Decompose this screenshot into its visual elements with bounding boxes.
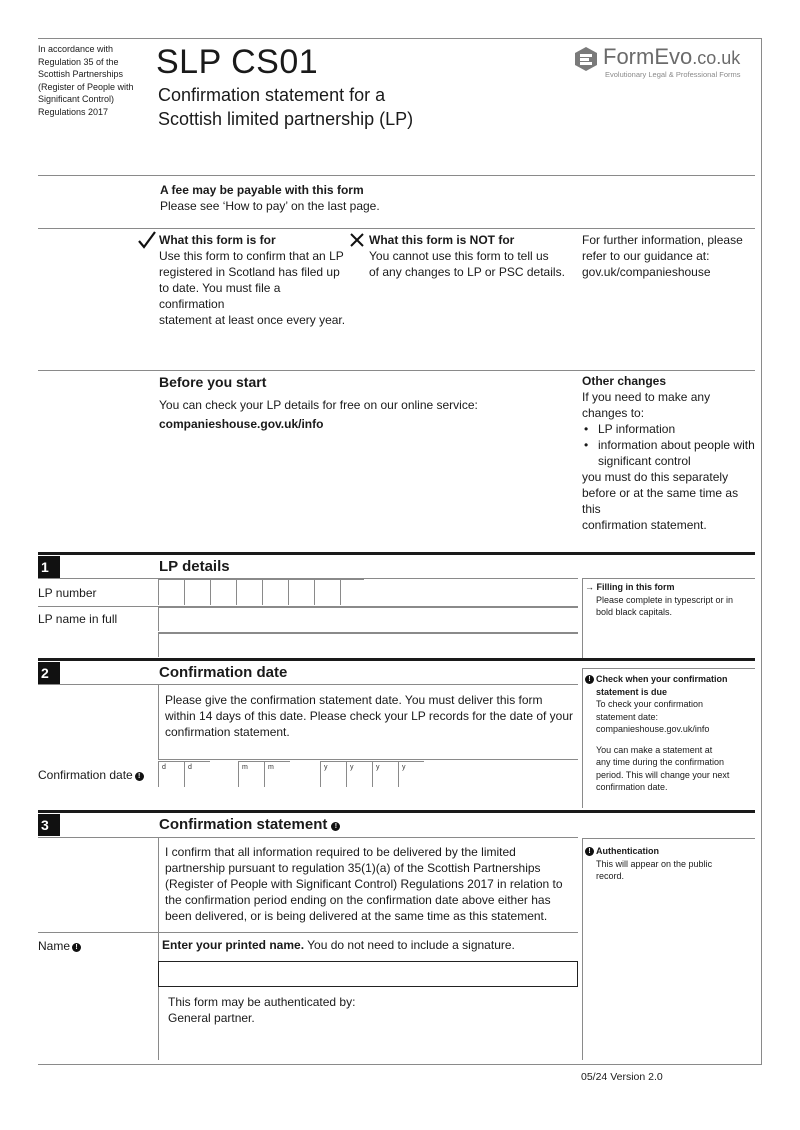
divider bbox=[582, 668, 755, 669]
section-3-title: Confirmation statement ! bbox=[159, 816, 340, 833]
cross-icon bbox=[350, 233, 364, 247]
lp-name-input-1[interactable] bbox=[158, 607, 578, 631]
form-not-for: What this form is NOT for You cannot use this form to tell us of any changes to LP or PSC details. bbox=[369, 233, 565, 279]
version-label: 05/24 Version 2.0 bbox=[581, 1071, 663, 1083]
section-1-title: LP details bbox=[159, 558, 230, 575]
lp-name-label: LP name in full bbox=[38, 612, 118, 626]
confirmation-date-label: Confirmation date ! bbox=[38, 767, 144, 783]
section-divider bbox=[38, 810, 755, 813]
lp-number-label: LP number bbox=[38, 586, 97, 600]
logo-tagline: Evolutionary Legal & Professional Forms bbox=[605, 70, 741, 79]
info-icon: ! bbox=[585, 675, 594, 684]
arrow-right-icon: → bbox=[585, 582, 594, 592]
lp-name-input-2[interactable] bbox=[158, 633, 578, 657]
list-item: • information about people with significant control bbox=[582, 437, 760, 469]
confirmation-date-instructions: Please give the confirmation statement date. You must deliver this form within 14 days of this date. Please check your LP records for the date of your confirmation statement. bbox=[158, 684, 578, 760]
fee-text: Please see ‘How to pay’ on the last page. bbox=[160, 199, 380, 213]
info-icon: ! bbox=[585, 847, 594, 856]
form-code: SLP CS01 bbox=[156, 43, 319, 81]
divider bbox=[582, 578, 755, 579]
before-start-text: You can check your LP details for free on our online service: bbox=[159, 398, 478, 412]
section-divider bbox=[38, 658, 755, 661]
formevo-logo bbox=[573, 43, 758, 83]
further-info: For further information, please refer to our guidance at: gov.uk/companieshouse bbox=[582, 233, 743, 279]
fee-heading: A fee may be payable with this form bbox=[160, 183, 364, 197]
logo-domain: .co.uk bbox=[692, 48, 741, 68]
info-icon: ! bbox=[72, 943, 81, 952]
divider bbox=[38, 370, 755, 371]
formevo-logo-icon bbox=[573, 46, 599, 72]
divider bbox=[582, 838, 755, 839]
side-divider bbox=[158, 932, 159, 1060]
side-divider bbox=[582, 578, 583, 658]
regulation-note: In accordance with Regulation 35 of the Scottish Partnerships (Register of People with Significant Control) Regulations 2017 bbox=[38, 44, 134, 117]
section-2-number: 2 bbox=[38, 662, 60, 684]
checkmark-icon bbox=[137, 231, 157, 249]
side-divider bbox=[582, 668, 583, 808]
authentication-note: This form may be authenticated by: General partner. bbox=[168, 995, 356, 1025]
list-item: • LP information bbox=[582, 421, 760, 437]
divider bbox=[38, 932, 578, 933]
divider bbox=[38, 228, 755, 229]
info-icon: ! bbox=[135, 772, 144, 781]
side-divider bbox=[582, 838, 583, 1060]
info-icon: ! bbox=[331, 822, 340, 831]
logo-name: FormEvo bbox=[603, 44, 693, 69]
confirmation-due-guidance: ! Check when your confirmation statement is due To check your confirmation statement date: companieshouse.gov.uk/info You can make a statement at any time during the confirmation period. This will change your next confirmation date. bbox=[585, 673, 757, 794]
top-border bbox=[38, 38, 762, 39]
section-3-number: 3 bbox=[38, 814, 60, 836]
printed-name-input[interactable] bbox=[158, 961, 578, 987]
divider bbox=[38, 175, 755, 176]
form-title: Confirmation statement for a Scottish limited partnership (LP) bbox=[158, 85, 414, 129]
confirmation-statement-text: I confirm that all information required to be delivered by the limited partnership pursuant to regulation 35(1)(a) of the Scottish Partnerships (Register of People with Significant Control) Regulations 2017 in relation to the confirmation period ending on the confirmation date above either has been delivered, or is being delivered at the same time as this statement. bbox=[158, 837, 578, 932]
right-border bbox=[761, 38, 762, 1065]
bottom-border bbox=[38, 1064, 762, 1065]
section-1-number: 1 bbox=[38, 556, 60, 578]
authentication-guidance: ! Authentication This will appear on the public record. bbox=[585, 845, 755, 883]
name-label: Name ! bbox=[38, 938, 81, 954]
before-start-heading: Before you start bbox=[159, 374, 267, 390]
filling-guidance: → Filling in this form Please complete in typescript or in bold black capitals. bbox=[585, 582, 734, 617]
form-is-for: What this form is for Use this form to confirm that an LP registered in Scotland has filed up to date. You must file a confirmation statement at least once every year. bbox=[159, 233, 346, 327]
name-prompt: Enter your printed name. You do not need to include a signature. bbox=[162, 938, 515, 952]
lp-details-link[interactable]: companieshouse.gov.uk/info bbox=[159, 417, 324, 431]
section-divider bbox=[38, 552, 755, 555]
other-changes: Other changes If you need to make any changes to: • LP information • information about people with significant control you must do this separately before or at the same time as this confirmation statement. bbox=[582, 373, 760, 533]
section-2-title: Confirmation date bbox=[159, 664, 288, 681]
